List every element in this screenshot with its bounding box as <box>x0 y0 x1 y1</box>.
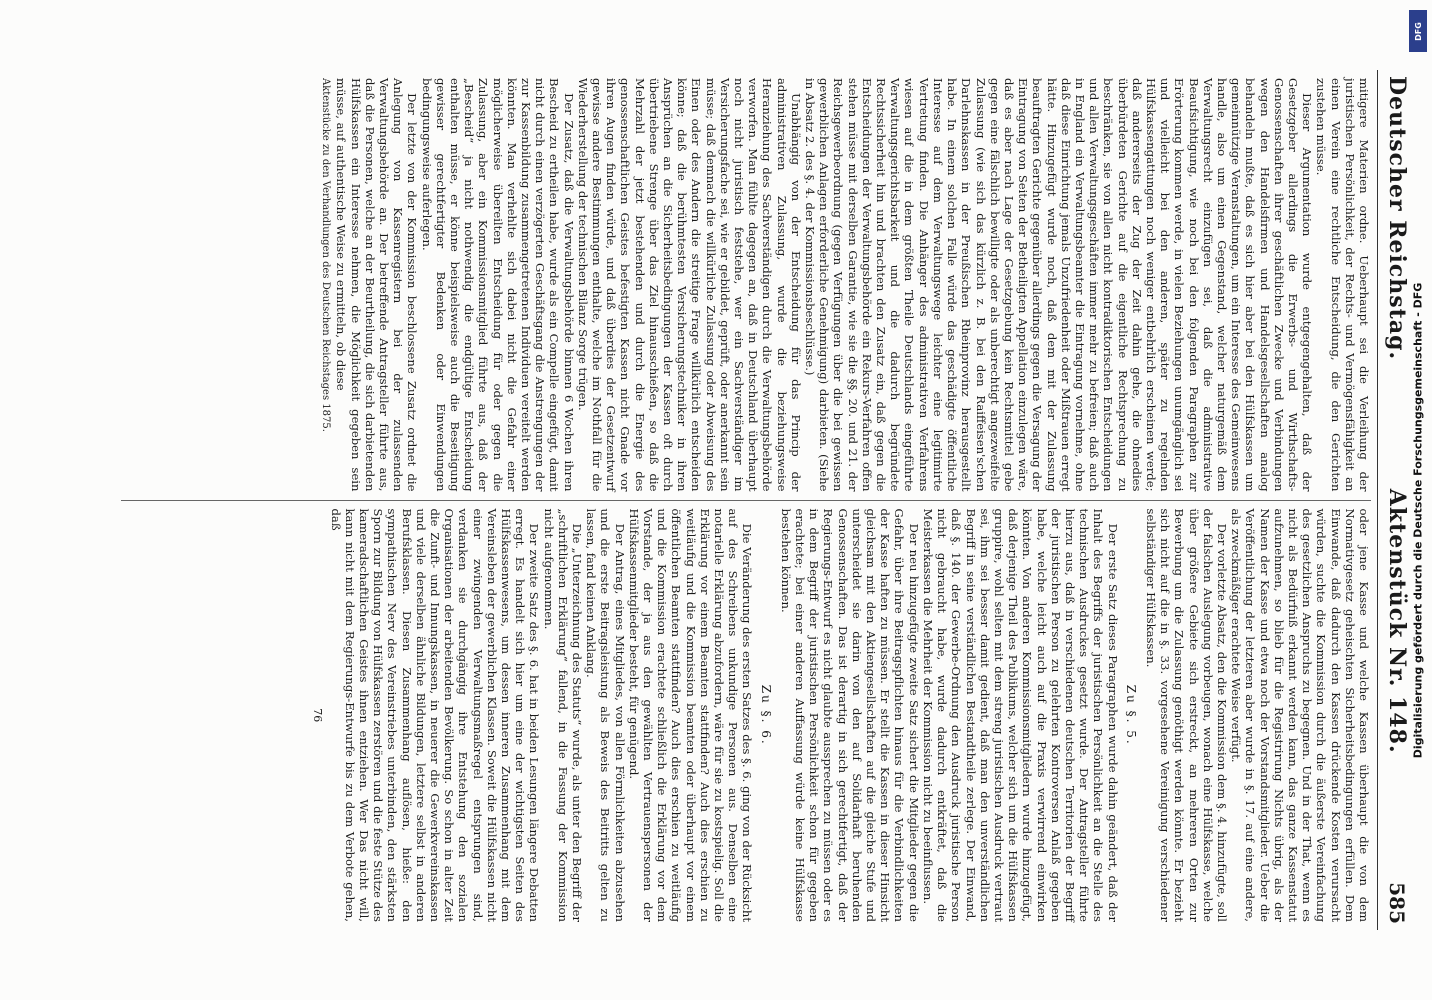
right-paragraph: Der neu hinzugefügte zweite Satz sichert die Mitglieder gegen die Gefahr, über ihre Beitragspflichten hinaus für die Verbindlichkeiten der Kasse haften zu müssen. Er stellt die Kassen in dieser Hinsicht gleichsam mit den Aktiengesellschaften auf die gleiche Stufe und unterscheidet sie darin von den auf Solidarhaft beruhenden Genossenschaften. Das ist derartig in sich gerechtfertigt, daß der Regierungs-Entwurf es nicht glaubte aussprechen zu müssen oder es in dem Begriff der juristischen Persönlichkeit schon für gegeben erachtete; bei einer anderen Auffassung würde keine Hülfskasse bestehen können. <box>778 508 921 922</box>
left-paragraph: Unabhängig von der Entscheidung für das Princip der administrativen Zulassung, wurde die beziehungsweise Heranziehung des Sachverständigen durch die Verwaltungsbehörde verworfen. Man fühlte dagegen an, daß in Deutschland überhaupt noch nicht juristisch feststehe, wer ein Sachverständiger im Versicherungsfache sei, wie er gebildet, geprüft, oder anerkannt sein müsse; daß demnach die willkürliche Zulassung oder Abweisung des Einen oder des Andern die streitige Frage willkürlich entscheiden könne; daß die berühmtesten Versicherungstechniker in ihren Ansprüchen an die Sicherheitsbedingungen der Kassen oft durch übertriebene Strenge über das Ziel hinausschießen, so daß die Mehrzahl der jetzt bestehenden und durch die Energie des genossenschaftlichen Geistes befestigten Kassen nicht Gnade vor ihren Augen finden würde, und daß überdies der Gesetzentwurf gewisse andere Bestimmungen enthalte, welche im Nothfall für die Wiederherstellung der technischen Bilanz Sorge trügen. <box>575 78 803 492</box>
header-page-number: 585 <box>1385 882 1409 924</box>
right-paragraph: oder jene Kasse und welche Kassen überhaupt die von dem Normativgesetz geheischten Sicherheitsbedingungen erfüllen. Dem Einwande, daß dadurch den Kassen drückende Kosten verursacht würden, suchte die Kommission durch die äußerste Vereinfachung des gesetzlichen Anspruchs zu begegnen. Und in der That, wenn es nicht als Bedürfniß erkannt werden kann, das ganze Kassenstatut aufzunehmen, so blieb für die Registrirung Nichts übrig, als der Namen der Kasse und etwa noch der Vorstandsmitglieder. Ueber die Veröffentlichung der letzteren aber wurde in §. 17. auf eine andere, als zweckmäßiger erachtete Weise verfügt. <box>1229 508 1371 922</box>
text-columns <box>121 70 1371 930</box>
left-paragraph: Dieser Argumentation wurde entgegengehalten, daß der Gesetzgeber allerdings die Erwerbs- und Wirthschafts-Genossenschaften ihrer geschäftlichen Zwecke und Verbindungen wegen den Handelsfirmen und Handelsgesellschaften analog behandeln mußte, daß es sich hier aber bei den Hülfskassen um gemeinnützige Veranstaltungen, um ein Interesse des Gemeinwesens handle, also um einen Gegenstand, welcher naturgemäß dem Verwaltungsrecht einzufügen sei, daß die administrative Beaufsichtigung, wie noch bei den folgenden Paragraphen zur Erörterung kommen werde, in vielen Beziehungen unumgänglich sei und vielleicht bei den anderen, später zu regelnden Hülfskassengattungen noch weniger entbehrlich erscheinen werde; daß andererseits der Zug der Zeit dahin gehe, die ohnedies überbürdeten Gerichte auf die eigentliche Rechtsprechung zu beschränken, sie von allen nicht kontradiktorischen Entscheidungen und allen Verwaltungsgeschäften immer mehr zu befreien; daß auch in England ein Verwaltungsbeamter die Eintragung vornehme, ohne daß diese Einrichtung jemals Unzufriedenheit oder Mißtrauen erregt hätte. Hinzugefügt wurde noch, daß dem mit der Zulassung beauftragten Gerichte gegenüber allerdings gegen die Versagung der Eintragung von Seiten der Betheiligten Appellation einzulegen wäre, daß es aber nach Lage der Gesetzgebung kein Rechtsmittel gebe gegen eine fälschlich bewilligte oder als unberechtigt angezweifelte Zulassung (wie sich das kürzlich z. B. bei den Raiffeisen'schen Darlehnskassen in der Preußischen Rheinprovinz herausgestellt habe. In einem solchen Falle würde das geschädigte öffentliche Interesse auf dem Verwaltungswege leichter eine legitimirte Vertretung finden. Die Anhänger des administrativen Verfahrens wiesen auf die in dem größten Theile Deutschlands eingeführte Verwaltungsgerichtsbarkeit und die dadurch begründete Rechtssicherheit hin und brachten den Zusatz ein, daß gegen die Entscheidungen der Verwaltungsbehörde ein Rekurs-Verfahren offen stehen müsse mit derselben Garantie, wie sie die §§. 20. und 21. der Reichsgewerbeordnung (gegen Verfügungen über die bei gewissen gewerblichen Anlagen erforderliche Genehmigung) darbieten. (Siehe in Absatz 2. des §. 4. der Kommissionsbeschlüsse.) <box>803 78 1315 492</box>
signature-number: 76 <box>311 708 325 723</box>
digitization-sidebar <box>1408 10 1428 990</box>
left-paragraph: mitigere Materien ordne. Ueberhaupt sei die Verleihung der juristischen Persönlichkeit, der Rechts- und Vermögensfähigkeit an einen Verein eine rechtliche Entscheidung, die den Gerichten zustehen müsse. <box>1314 78 1371 492</box>
left-paragraph: Der letzte von der Kommission beschlossene Zusatz ordnet die Anlegung von Kassenregistern bei der zulassenden Verwaltungsbehörde an. Der betreffende Antragsteller führte aus, daß die Personen, welche an der Beurtheilung, die sich darbietenden Hülfskassen ein Interesse nehmen, die Möglichkeit gegeben sein müsse, auf authentische Weise zu ermitteln, ob diese <box>334 78 420 492</box>
right-column <box>121 500 1371 931</box>
left-column <box>121 70 1371 500</box>
right-paragraph: Der Antrag, eines Mitgliedes, von allen Förmlichkeiten abzusehen und die erste Beitragsleistung als Beweis des Beitritts gelten zu lassen, fand keinen Anklang. <box>584 508 627 922</box>
right-paragraph: Die „Unterzeichnung des Statuts“ wurde, als unter den Begriff der „schriftlichen Erklärung“ fallend, in die Fassung der Kommission nicht aufgenommen. <box>541 508 585 922</box>
right-paragraph: Der vorletzte Absatz, den die Kommission dem §. 4. hinzufügte, soll der falschen Auslegung vorbeugen, wonach eine Hülfskasse, welche über größere Gebiete sich erstreckt, an mehreren Orten zur Bewerbung um die Zulassung genöthigt werden könnte. Er bezieht sich nicht auf die in §. 33. vorgesehene Vereinigung verschiedener selbständiger Hülfskassen. <box>1143 508 1229 922</box>
header-document-number: Aktenstück Nr. 148. <box>1384 488 1410 754</box>
page-footnote: Aktenstücke zu den Verhandlungen des Deutschen Reichstages 1875. <box>320 78 332 432</box>
header-journal-title: Deutscher Reichstag. <box>1384 76 1410 361</box>
right-paragraph: Der erste Satz dieses Paragraphen wurde dahin geändert, daß der Inhalt des Begriffs der juristischen Persönlichkeit an die Stelle des technischen Ausdruckes gesetzt wurde. Der Antragsteller führte hierzu aus, daß in verschiedenen deutschen Territorien der Begriff der juristischen Person zu gelehrten Kontroversen Anlaß gegeben habe, welche leicht auch auf die Praxis verwirrend einwirken könnten. Von anderen Kommissionsmitgliedern wurde hinzugefügt, daß derjenige Theil des Publikums, welcher sich um die Hülfskassen gruppire, wohl selten mit dem streng juristischen Ausdruck vertraut sei, ihm sei besser damit gedient, daß man den unverständlichen Begriff in seine verständlichen Bestandtheile zerlege. Der Einwand, daß §. 140. der Gewerbe-Ordnung den Ausdruck juristische Person nicht gebraucht habe, wurde dadurch entkräftet, daß die Meisterkassen die Mehrheit der Kommission nicht zu beeinflussen. <box>920 508 1120 922</box>
section-heading-6: Zu §. 6. <box>758 684 773 746</box>
left-paragraph: Der Zusatz, daß die Verwaltungsbehörde binnen 6 Wochen ihren Bescheid zu ertheilen habe, wurde als ein Compelle eingefügt, damit nicht durch einen verzögerten Geschäftsgang die Anstrengungen der zur Kassenbildung zusammengetretenen Individuen vereitelt werden könnten. Man verhehlte sich dabei nicht die Gefahr einer möglicherweise übereilten Entscheidung für oder gegen die Zulassung, aber ein Kommissionsmitglied führte aus, daß der „Bescheid“ ja nicht nothwendig die endgültige Entscheidung enthalten müsse, er könne beispielsweise auch die Beseitigung gewisser gerechtfertigter Bedenken oder Einwendungen bedingungsweise auferlegen. <box>419 78 576 492</box>
right-paragraph: Der zweite Satz des §. 6. hat in beiden Lesungen längere Debatten erregt. Es handelt sich hier um eine der wichtigsten Seiten des Hülfskassenwesens, um dessen inneren Zusammenhang mit dem Vereinsleben der gewerblichen Klassen. Soweit die Hülfskassen nicht einer zwingenden Verwaltungsmaßregel entsprungen sind, verdanken sie durchgängig ihre Entstehung den sozialen Organisationen der arbeitenden Bevölkerung. So schon in alter Zeit die Zunft- und Innungskassen, in neuerer die Gewerkvereinskassen und viele derselben ähnliche Bildungen, letztere selbst in anderen Berufsklassen. Diesen Zusammenhang auflösen, hieße: den sympathischen Nerv des Vereinstriebes unterbinden, den stärksten Sporn zur Bildung von Hülfskassen zerstören und die feste Stütze des kameradschaftlichen Geistes ihnen entziehen. Wer Das nicht will, kann nicht mit dem Regierungs-Entwurfe bis zu dem Verbote gehen, daß <box>328 508 542 922</box>
digitization-credit: Digitalisierung gefördert durch die Deutsche Forschungsgemeinschaft - DFG <box>1411 282 1425 758</box>
dfg-logo-icon: DFG <box>1409 10 1427 52</box>
right-paragraph: Die Veränderung des ersten Satzes des §. 6. ging von der Rücksicht auf des Schreibens unkundige Personen aus. Denselben eine notarielle Erklärung abzufordern, wäre für sie zu kostspielig. Soll die Erklärung vor einem Beamten stattfinden? Auch dies erschien zu weitläufig und die Kommission beamten oder überhaupt vor einem öffentlichen Beamten stattfinden? Auch dies erschien zu weitläufig und die Kommission erachtete schließlich die Erklärung vor dem Vorstande, der ja aus den gewählten Vertrauenspersonen der Hülfskassenmitglieder besteht, für genügend. <box>626 508 755 922</box>
section-heading-5: Zu §. 5. <box>1123 684 1138 746</box>
